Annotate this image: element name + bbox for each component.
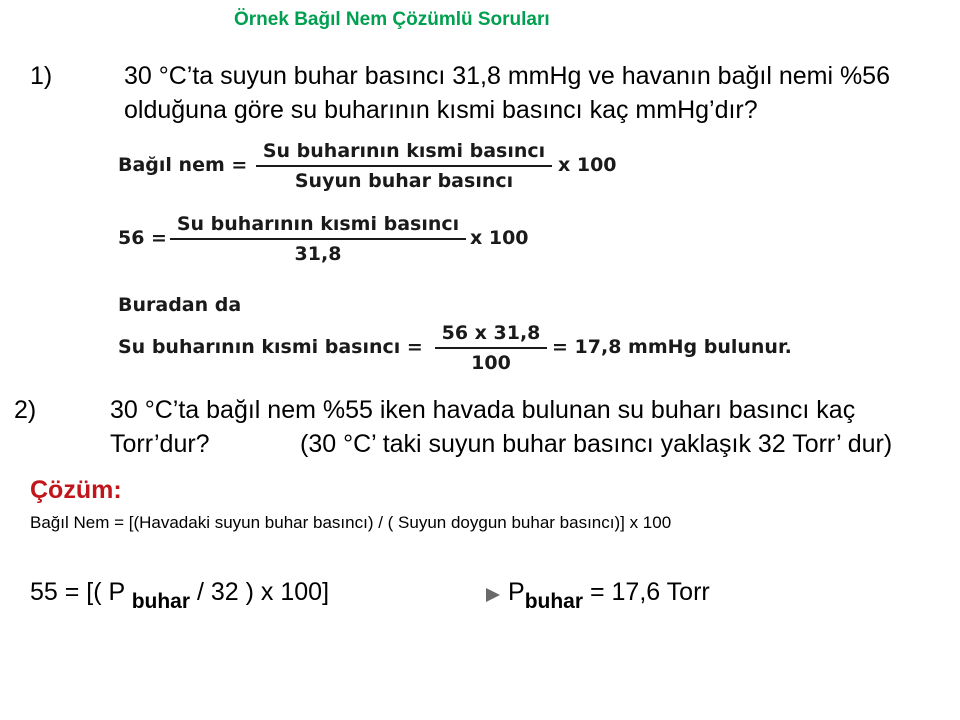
question-2-line-2a: Torr’dur?: [110, 430, 210, 458]
page-title: Örnek Bağıl Nem Çözümlü Soruları: [234, 9, 550, 30]
question-2-line-2b: (30 °C’ taki suyun buhar basıncı yaklaşık 32 Torr’ dur): [300, 430, 893, 458]
question-1-line-1: 30 °C’ta suyun buhar basıncı 31,8 mmHg ve havanın bağıl nemi %56: [124, 62, 890, 90]
eq1-numerator: Su buharının kısmi basıncı: [262, 140, 546, 162]
eq3-right: = 17,8 mmHg bulunur.: [552, 336, 792, 358]
eq3-denominator: 100: [471, 352, 511, 374]
solution-1-image: [110, 136, 800, 372]
eq2-denominator: 31,8: [294, 243, 342, 265]
eq2-left: 56 =: [118, 227, 167, 249]
buradan-da-text: Buradan da: [118, 294, 242, 316]
eq2-fraction-bar: [170, 238, 466, 240]
eq1-fraction: [256, 140, 552, 192]
eq2-right: x 100: [470, 227, 529, 249]
eq3-numerator: 56 x 31,8: [441, 322, 541, 344]
equation-left-part-a: 55 = [( P: [30, 578, 125, 606]
eq3-fraction: [435, 322, 547, 374]
eq3-left: Su buharının kısmi basıncı =: [118, 336, 423, 358]
equation-left-subscript: buhar: [131, 590, 191, 613]
arrow-right-icon: [402, 584, 502, 606]
equation-right-p: P: [508, 578, 525, 606]
eq1-fraction-bar: [256, 165, 552, 167]
equation-right-subscript: buhar: [524, 590, 584, 613]
equation-right-result: = 17,6 Torr: [589, 578, 710, 606]
solution-label: Çözüm:: [30, 476, 122, 504]
equation-right: [508, 578, 710, 613]
equation-left-part-b: / 32 ) x 100]: [197, 578, 330, 606]
eq1-denominator: Suyun buhar basıncı: [294, 170, 514, 192]
eq1-right: x 100: [558, 154, 617, 176]
eq2-fraction: [170, 213, 466, 265]
eq2-numerator: Su buharının kısmi basıncı: [176, 213, 460, 235]
eq1-left: Bağıl nem =: [118, 154, 248, 176]
question-1-line-2: olduğuna göre su buharının kısmi basıncı kaç mmHg’dır?: [124, 96, 758, 124]
equation-left: [30, 578, 330, 613]
question-1-number: 1): [30, 62, 53, 90]
eq3-fraction-bar: [435, 347, 547, 349]
question-2-line-1: 30 °C’ta bağıl nem %55 iken havada bulunan su buharı basıncı kaç: [110, 396, 856, 424]
solution-formula: Bağıl Nem = [(Havadaki suyun buhar basıncı) / ( Suyun doygun buhar basıncı)] x 100: [30, 513, 672, 532]
question-2-number: 2): [14, 396, 37, 424]
